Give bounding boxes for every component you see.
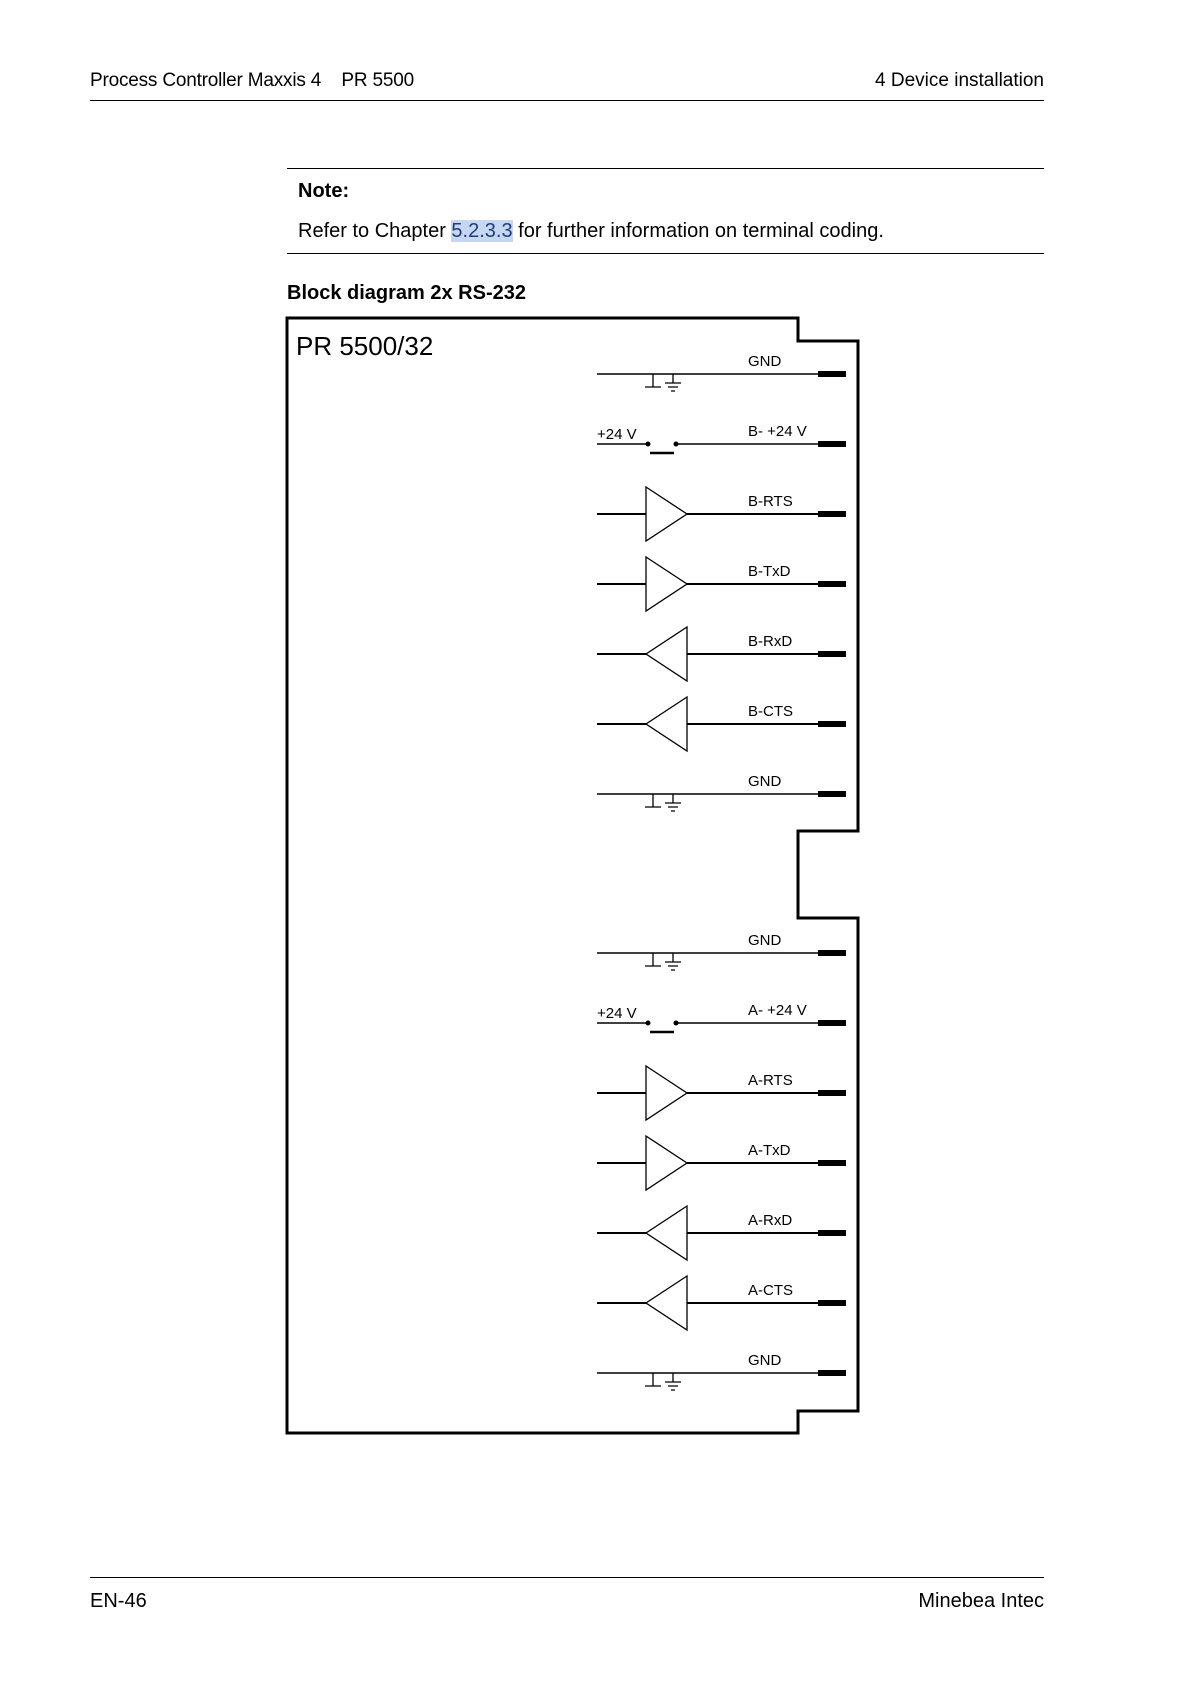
terminal-pin [818,441,846,447]
input-receiver-icon [646,1276,687,1330]
terminal-label: GND [748,353,782,370]
input-receiver-icon [646,1206,687,1260]
earth-ground-icon [665,953,681,970]
terminal-pin [818,1090,846,1096]
terminal-pin [818,721,846,727]
device-outline [287,318,858,1433]
earth-ground-icon [665,794,681,811]
note-text-before: Refer to Chapter [298,220,452,242]
terminal-supply [597,423,846,453]
terminal-input [597,1206,846,1260]
page-header-chapter: 4 Device installation [875,70,1044,91]
terminal-pin [818,371,846,377]
device-label: PR 5500/32 [296,331,434,361]
output-driver-icon [646,557,687,611]
terminal-label: A-CTS [748,1282,793,1299]
terminal-label: B-RxD [748,633,793,650]
chassis-ground-icon [645,374,661,387]
terminal-pin [818,791,846,797]
diagram-title: Block diagram 2x RS-232 [287,282,526,304]
note-text-after: for further information on terminal coding. [512,220,884,242]
terminal-ground [597,773,846,811]
terminal-ground [597,1352,846,1390]
terminal-label: B- +24 V [748,423,807,440]
terminal-output [597,1136,846,1190]
terminal-supply [597,1002,846,1032]
chassis-ground-icon [645,1373,661,1386]
terminal-label: A-RTS [748,1072,793,1089]
terminal-pin [818,1160,846,1166]
terminal-pin [818,1020,846,1026]
terminal-label: B-RTS [748,493,793,510]
terminal-label: GND [748,932,782,949]
terminal-input [597,697,846,751]
page-header-title: Process Controller Maxxis 4 PR 5500 [90,70,414,91]
terminal-input [597,1276,846,1330]
switch-contact [646,442,651,447]
chassis-ground-icon [645,794,661,807]
terminal-label: B-CTS [748,703,793,720]
input-receiver-icon [646,627,687,681]
chassis-ground-icon [645,953,661,966]
terminal-pin [818,950,846,956]
output-driver-icon [646,1066,687,1120]
footer-rule [90,1577,1044,1578]
switch-contact [646,1021,651,1026]
terminal-pin [818,1230,846,1236]
input-receiver-icon [646,697,687,751]
terminal-label: A-RxD [748,1212,793,1229]
chapter-link[interactable]: 5.2.3.3 [451,220,513,242]
supply-source-label: +24 V [597,1005,637,1022]
note-title: Note: [298,180,350,202]
page-number: EN-46 [90,1590,147,1612]
output-driver-icon [646,1136,687,1190]
terminal-output [597,487,846,541]
terminal-label: A- +24 V [748,1002,807,1019]
terminal-ground [597,932,846,970]
terminal-label: B-TxD [748,563,791,580]
terminal-output [597,1066,846,1120]
terminal-rows [597,353,846,1390]
terminal-label: GND [748,773,782,790]
terminal-output [597,557,846,611]
terminal-pin [818,1300,846,1306]
output-driver-icon [646,487,687,541]
terminal-pin [818,511,846,517]
footer-brand: Minebea Intec [918,1590,1044,1612]
terminal-label: GND [748,1352,782,1369]
supply-source-label: +24 V [597,426,637,443]
terminal-pin [818,1370,846,1376]
terminal-ground [597,353,846,391]
earth-ground-icon [665,1373,681,1390]
terminal-label: A-TxD [748,1142,791,1159]
earth-ground-icon [665,374,681,391]
terminal-pin [818,581,846,587]
terminal-pin [818,651,846,657]
terminal-input [597,627,846,681]
